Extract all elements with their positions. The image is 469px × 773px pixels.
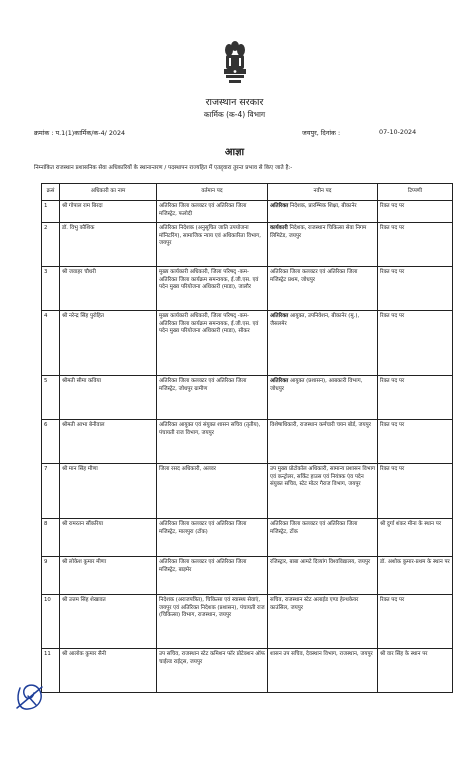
row-name: श्री लोकेश कुमार मीणा [60, 557, 157, 595]
row-sno: 6 [42, 420, 60, 464]
row-new-post [268, 420, 378, 464]
row-remark: रिक्त पद पर [378, 223, 453, 267]
table-row [42, 201, 453, 223]
transfer-table [41, 183, 453, 693]
row-new-post [268, 595, 378, 649]
header-remark: टिप्पणी [378, 184, 453, 201]
row-new-post [268, 223, 378, 267]
row-name: श्री उत्तम सिंह शेखावत [60, 595, 157, 649]
signature-mark [14, 678, 48, 714]
table-row [42, 223, 453, 267]
row-current-post: मुख्य कार्यकारी अधिकारी, जिला परिषद् -कम- अतिरिक्त जिला कार्यक्रम समन्वयक, ई.जी.एस. एवं पदेन मुख्य परियोजना अधिकारी (माडा), सीकर [157, 311, 268, 376]
row-remark: रिक्त पद पर [378, 420, 453, 464]
new-post-text: निदेशक, राजस्थान चिकित्सा सेवा निगम लिमिटेड, जयपुर [270, 225, 367, 239]
row-name: श्री मान सिंह मीणा [60, 464, 157, 519]
row-sno: 4 [42, 311, 60, 376]
row-name: श्री नरेन्द्र सिंह पुरोहित [60, 311, 157, 376]
new-post-text: शासन उप सचिव, देवस्थान विभाग, राजस्थान, जयपुर [270, 651, 373, 658]
row-current-post: जिला रसद अधिकारी, अलवर [157, 464, 268, 519]
new-post-emphasis: अतिरिक्त [270, 313, 289, 320]
new-post-emphasis: अतिरिक्त [270, 378, 289, 385]
order-date: 07-10-2024 [379, 128, 417, 136]
new-post-text: रजिस्ट्रार, बाबा आमटे दिव्यांग विश्वविद्यालय, जयपुर [270, 559, 371, 566]
row-name: श्रीमती सीमा कविया [60, 376, 157, 420]
row-new-post [268, 201, 378, 223]
row-current-post: उप सचिव, राजस्थान स्टेट कमिशन फॉर प्रोटेक्शन ऑफ चाईल्ड राईट्स, जयपुर [157, 649, 268, 693]
row-sno: 5 [42, 376, 60, 420]
header-current-post: वर्तमान पद [157, 184, 268, 201]
row-remark: रिक्त पद पर [378, 464, 453, 519]
row-current-post: निदेशक (अराजपत्रित), चिकित्सा एवं स्वास्थ्य सेवाएं, जयपुर एवं अतिरिक्त निदेशक (प्रशासन), पंचायती राज (चिकित्सा) विभाग, राजस्थान, जयपुर [157, 595, 268, 649]
new-post-text: अतिरिक्त जिला कलक्टर एवं अतिरिक्त जिला मजिस्ट्रेट, टोंक [270, 521, 358, 535]
table-header-row [42, 184, 453, 201]
row-new-post [268, 649, 378, 693]
row-current-post: अतिरिक्त जिला कलक्टर एवं अतिरिक्त जिला मजिस्ट्रेट, फलोदी [157, 201, 268, 223]
new-post-text: उप मुख्य प्रोटोकॉल अधिकारी, सामान्य प्रशासन विभाग एवं कन्ट्रोलर, सर्किट हाउस एवं नियंत्रक एंव पदेन संयुक्त सचिव, स्टेट मोटर गैराज विभाग, जयपुर [270, 466, 376, 487]
row-name: श्री गोपाल राम बिरदा [60, 201, 157, 223]
row-new-post [268, 557, 378, 595]
header-sno: क्रसं [42, 184, 60, 201]
row-sno: 11 [42, 649, 60, 693]
order-title: आज्ञा [224, 147, 245, 158]
row-current-post: अतिरिक्त आयुक्त एवं संयुक्त शासन सचिव (तृतीय), पंचायती राज विभाग, जयपुर [157, 420, 268, 464]
government-title: राजस्थान सरकार [205, 97, 264, 108]
row-remark: श्री दुर्गा शंकर मीना के स्थान पर [378, 519, 453, 557]
intro-text: निम्नांकित राजस्थान प्रशासनिक सेवा अधिकारियों के स्थानान्तरण / पदस्थापन राज्यहित में एतद्द्वारा तुरन्त प्रभाव से किए जाते है:- [34, 165, 293, 171]
row-current-post: अतिरिक्त जिला कलक्टर एवं अतिरिक्त जिला मजिस्ट्रेट, जोधपुर ग्रामीण [157, 376, 268, 420]
row-name: श्री रामरतन सौंकरिया [60, 519, 157, 557]
row-new-post [268, 464, 378, 519]
order-number: क्रमांक : प.1(1)कार्मिक/क-4/ 2024 [34, 129, 126, 137]
table-row [42, 557, 453, 595]
table-row [42, 376, 453, 420]
header-new-post: नवीन पद [268, 184, 378, 201]
row-sno: 2 [42, 223, 60, 267]
new-post-text: सचिव, राजस्थान स्टेट अलाईड एण्ड हेल्थकेयर काउंसिल, जयपुर [270, 597, 359, 611]
row-new-post [268, 376, 378, 420]
row-name: श्री आलोक कुमार सैनी [60, 649, 157, 693]
row-name: श्रीमती आभा बेनीवाल [60, 420, 157, 464]
department-title: कार्मिक (क-4) विभाग [203, 110, 266, 119]
table-row [42, 464, 453, 519]
place-label: जयपुर, दिनांक : [302, 129, 341, 137]
row-sno: 8 [42, 519, 60, 557]
row-sno: 7 [42, 464, 60, 519]
row-name: श्री जवाहर चौधरी [60, 267, 157, 311]
new-post-text: आयुक्त, उपनिवेशन, बीकानेर (मु.), जैसलमेर [270, 313, 360, 327]
table-row [42, 519, 453, 557]
row-sno: 10 [42, 595, 60, 649]
row-sno: 3 [42, 267, 60, 311]
new-post-text: विशेषाधिकारी, राजस्थान कर्मचारी चयन बोर्ड, जयपुर [270, 422, 371, 429]
state-emblem-icon [220, 40, 250, 88]
row-remark: रिक्त पद पर [378, 201, 453, 223]
header-name: अधिकारी का नाम [60, 184, 157, 201]
row-new-post [268, 267, 378, 311]
row-current-post: अतिरिक्त जिला कलक्टर एवं अतिरिक्त जिला मजिस्ट्रेट, बाड़मेर [157, 557, 268, 595]
row-remark: रिक्त पद पर [378, 267, 453, 311]
row-current-post: मुख्य कार्यकारी अधिकारी, जिला परिषद् -कम- अतिरिक्त जिला कार्यक्रम समन्वयक, ई.जी.एस. एवं पदेन मुख्य परियोजना अधिकारी (माडा), जालौर [157, 267, 268, 311]
new-post-emphasis: कार्यकारी [270, 225, 288, 232]
new-post-text: अतिरिक्त जिला कलक्टर एवं अतिरिक्त जिला मजिस्ट्रेट प्रथम, जोधपुर [270, 269, 358, 283]
row-sno: 9 [42, 557, 60, 595]
row-remark: श्री वार सिंह के स्थान पर [378, 649, 453, 693]
row-remark: रिक्त पद पर [378, 311, 453, 376]
row-current-post: अतिरिक्त जिला कलक्टर एवं अतिरिक्त जिला मजिस्ट्रेट, मालपुरा (टोंक) [157, 519, 268, 557]
row-current-post: अतिरिक्त निदेशक (अनुसूचित जाति उपयोजना मॉनिटरिंग), सामाजिक न्याय एवं अधिकारिता विभाग, जयपुर [157, 223, 268, 267]
row-sno: 1 [42, 201, 60, 223]
row-new-post [268, 519, 378, 557]
row-remark: रिक्त पद पर [378, 376, 453, 420]
row-remark: रिक्त पद पर [378, 595, 453, 649]
table-row [42, 649, 453, 693]
new-post-text: निदेशक, प्रारम्भिक शिक्षा, बीकानेर [288, 203, 357, 210]
table-row [42, 420, 453, 464]
table-row [42, 267, 453, 311]
row-remark: डॉ. अशोक कुमार-प्रथम के स्थान पर [378, 557, 453, 595]
row-new-post [268, 311, 378, 376]
table-row [42, 311, 453, 376]
table-row [42, 595, 453, 649]
row-name: डॉ. विभु कौशिक [60, 223, 157, 267]
new-post-emphasis: अतिरिक्त [270, 203, 289, 210]
new-post-text: आयुक्त (प्रशासन), आबकारी विभाग, जोधपुर [270, 378, 363, 392]
